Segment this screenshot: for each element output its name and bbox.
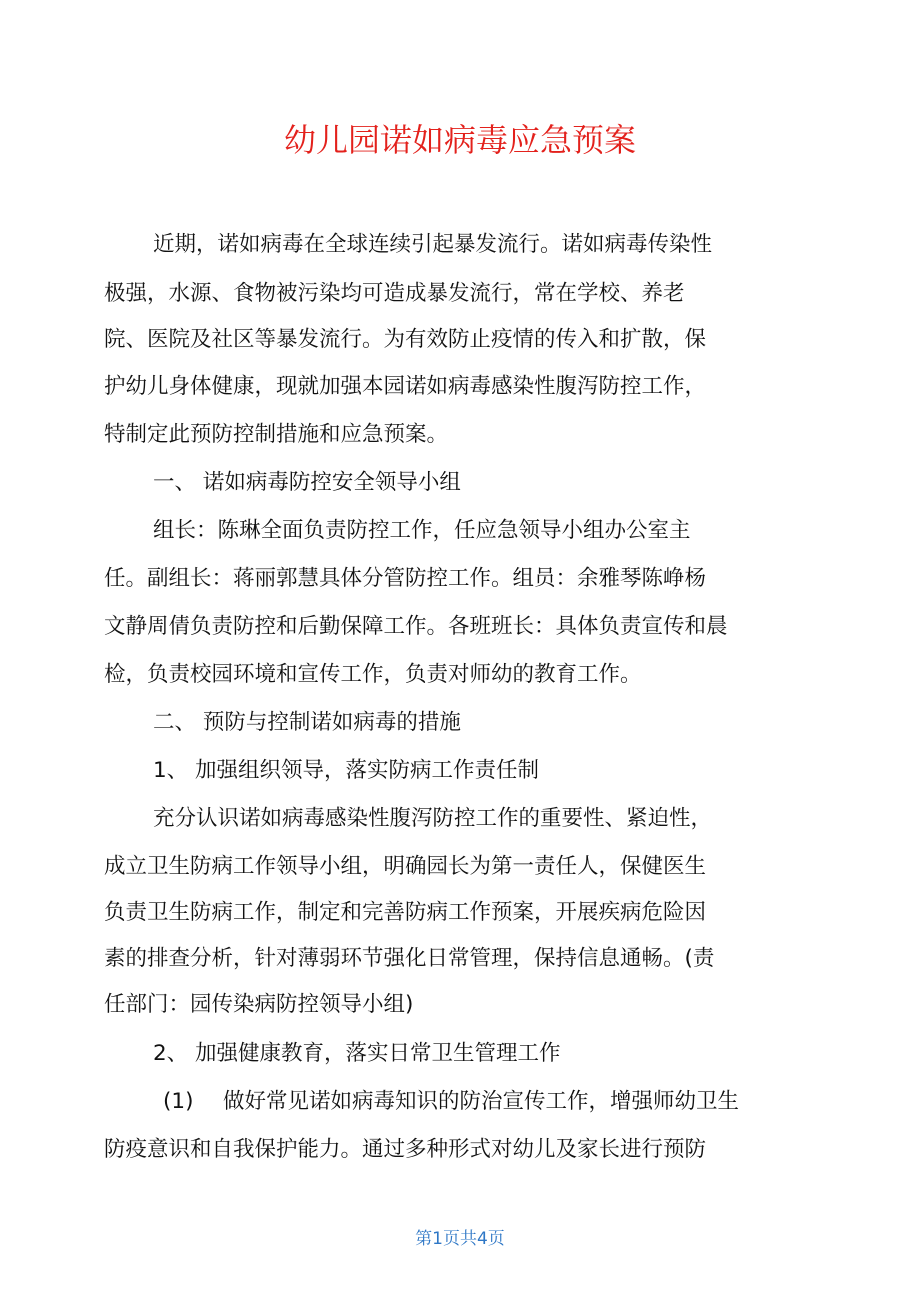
paragraph-line: 素的排查分析，针对薄弱环节强化日常管理，保持信息通畅。(责 [104,946,715,971]
paragraph-line: 充分认识诺如病毒感染性腹泻防控工作的重要性、紧迫性， [153,806,713,831]
list-item-marker: (1) [163,1089,194,1114]
paragraph-line: 护幼儿身体健康，现就加强本园诺如病毒感染性腹泻防控工作， [104,374,707,399]
paragraph-line: 任部门：园传染病防控领导小组) [104,992,414,1017]
paragraph-line: 检，负责校园环境和宣传工作，负责对师幼的教育工作。 [104,662,642,687]
section-heading: 一、 诺如病毒防控安全领导小组 [153,470,461,495]
paragraph-line: 成立卫生防病工作领导小组，明确园长为第一责任人，保健医生 [104,854,707,879]
paragraph-line [153,1087,739,1117]
paragraph-line: 防疫意识和自我保护能力。通过多种形式对幼儿及家长进行预防 [104,1137,707,1162]
list-item-text: 做好常见诺如病毒知识的防治宣传工作，增强师幼卫生 [223,1089,740,1114]
paragraph-line: 文静周倩负责防控和后勤保障工作。各班班长：具体负责宣传和晨 [104,614,728,639]
document-title: 幼儿园诺如病毒应急预案 [283,121,636,159]
paragraph-line: 任。副组长：蒋丽郭慧具体分管防控工作。组员：余雅琴陈峥杨 [104,566,707,591]
paragraph-line: 近期，诺如病毒在全球连续引起暴发流行。诺如病毒传染性 [153,232,713,257]
paragraph-line: 特制定此预防控制措施和应急预案。 [104,422,449,447]
paragraph-line: 极强，水源、食物被污染均可造成暴发流行，常在学校、养老 [104,281,685,306]
subsection-heading: 2、 加强健康教育，落实日常卫生管理工作 [153,1041,561,1066]
paragraph-line: 院、医院及社区等暴发流行。为有效防止疫情的传入和扩散，保 [104,327,707,352]
paragraph-line: 组长：陈琳全面负责防控工作，任应急领导小组办公室主 [153,518,691,543]
paragraph-line: 负责卫生防病工作，制定和完善防病工作预案，开展疾病危险因 [104,900,707,925]
subsection-heading: 1、 加强组织领导，落实防病工作责任制 [153,758,540,783]
page-number-footer: 第1页共4页 [415,1229,505,1249]
section-heading: 二、 预防与控制诺如病毒的措施 [153,710,461,735]
